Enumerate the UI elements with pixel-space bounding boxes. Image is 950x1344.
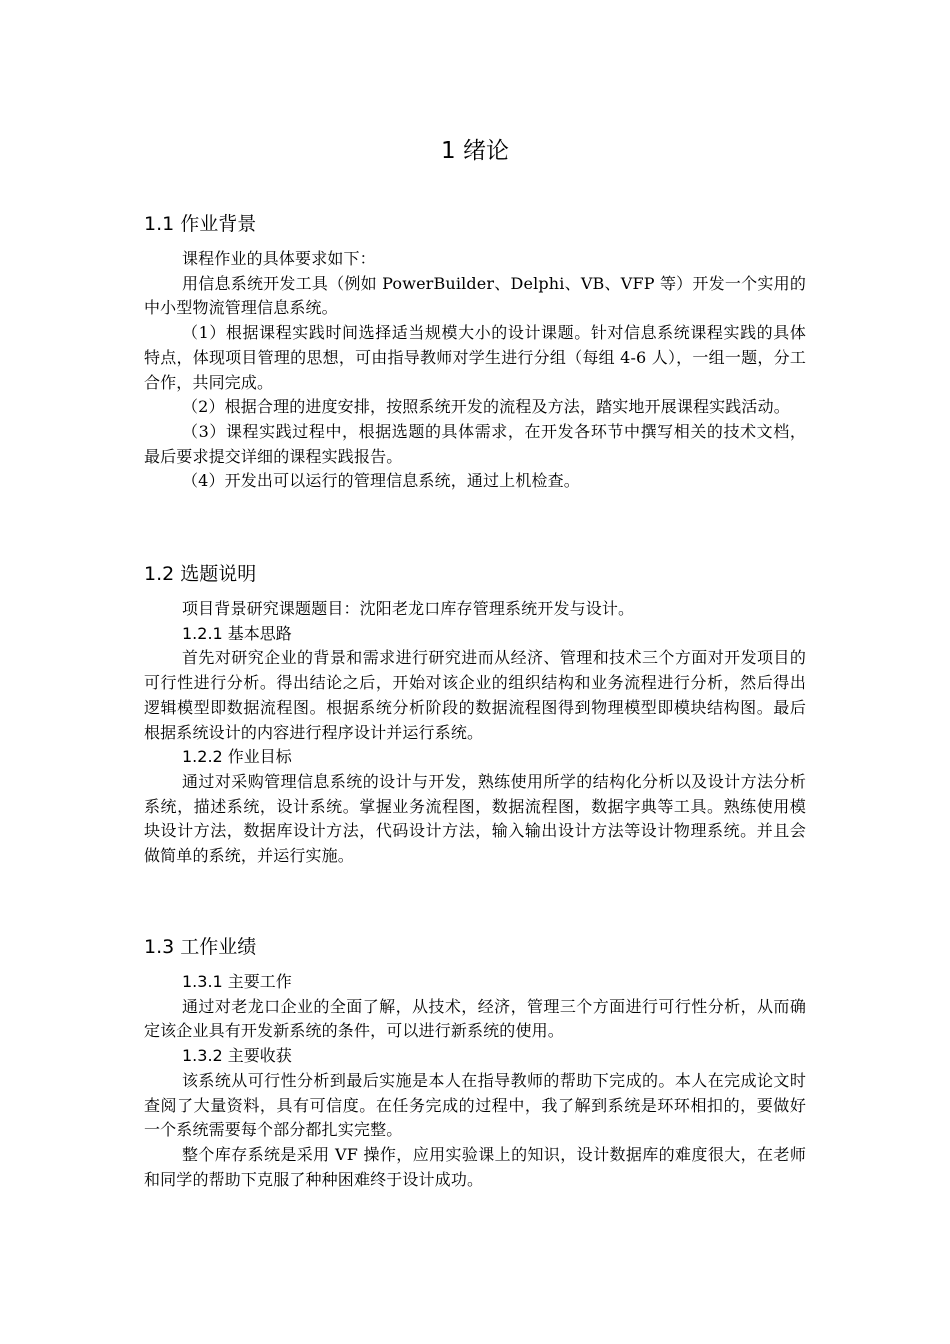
paragraph: 首先对研究企业的背景和需求进行研究进而从经济、管理和技术三个方面对开发项目的可行性进行分析。得出结论之后，开始对该企业的组织结构和业务流程进行分析，然后得出逻辑模型即数据流程图。根据系统分析阶段的数据流程图得到物理模型即模块结构图。最后根据系统设计的内容进行程序设计并运行系统。 — [144, 648, 806, 742]
paragraph: 整个库存系统是采用 VF 操作，应用实验课上的知识，设计数据库的难度很大，在老师和同学的帮助下克服了种种困难终于设计成功。 — [144, 1144, 806, 1189]
section-achievements — [144, 934, 806, 1192]
subsection-heading: 1.3.1 主要工作 — [182, 972, 292, 991]
paragraph: （2）根据合理的进度安排，按照系统开发的流程及方法，踏实地开展课程实践活动。 — [182, 397, 790, 417]
subsection-heading: 1.2.1 基本思路 — [182, 623, 292, 643]
paragraph: （3）课程实践过程中，根据选题的具体需求，在开发各环节中撰写相关的技术文档，最后要求提交详细的课程实践报告。 — [144, 421, 806, 466]
section-heading: 1.3 工作业绩 — [144, 936, 257, 958]
paragraph: 课程作业的具体要求如下： — [182, 249, 376, 268]
chapter-title: 1 绪论 — [441, 138, 509, 164]
paragraph: 用信息系统开发工具（例如 PowerBuilder、Delphi、VB、VFP 等）开发一个实用的中小型物流管理信息系统。 — [144, 273, 806, 318]
paragraph: 通过对老龙口企业的全面了解，从技术，经济，管理三个方面进行可行性分析，从而确定该企业具有开发新系统的条件，可以进行新系统的使用。 — [144, 996, 806, 1041]
section-background — [144, 211, 806, 494]
section-heading: 1.2 选题说明 — [144, 563, 257, 585]
section-topic — [144, 561, 806, 869]
subsection-heading: 1.2.2 作业目标 — [182, 747, 292, 767]
subsection-heading: 1.3.2 主要收获 — [182, 1046, 292, 1066]
paragraph: （4）开发出可以运行的管理信息系统，通过上机检查。 — [182, 471, 580, 491]
section-heading: 1.1 作业背景 — [144, 213, 257, 235]
paragraph: 通过对采购管理信息系统的设计与开发，熟练使用所学的结构化分析以及设计方法分析系统，描述系统，设计系统。掌握业务流程图，数据流程图，数据字典等工具。熟练使用模块设计方法，数据库设计方法，代码设计方法，输入输出设计方法等设计物理系统。并且会做简单的系统，并运行实施。 — [144, 771, 806, 866]
paragraph: 项目背景研究课题题目：沈阳老龙口库存管理系统开发与设计。 — [182, 599, 635, 618]
paragraph: 该系统从可行性分析到最后实施是本人在指导教师的帮助下完成的。本人在完成论文时查阅了大量资料，具有可信度。在任务完成的过程中，我了解到系统是环环相扣的，要做好一个系统需要每个部分都扎实完整。 — [144, 1070, 806, 1140]
paragraph: （1）根据课程实践时间选择适当规模大小的设计课题。针对信息系统课程实践的具体特点，体现项目管理的思想，可由指导教师对学生进行分组（每组 4-6 人），一组一题，分工合作，共同完成。 — [144, 323, 806, 392]
